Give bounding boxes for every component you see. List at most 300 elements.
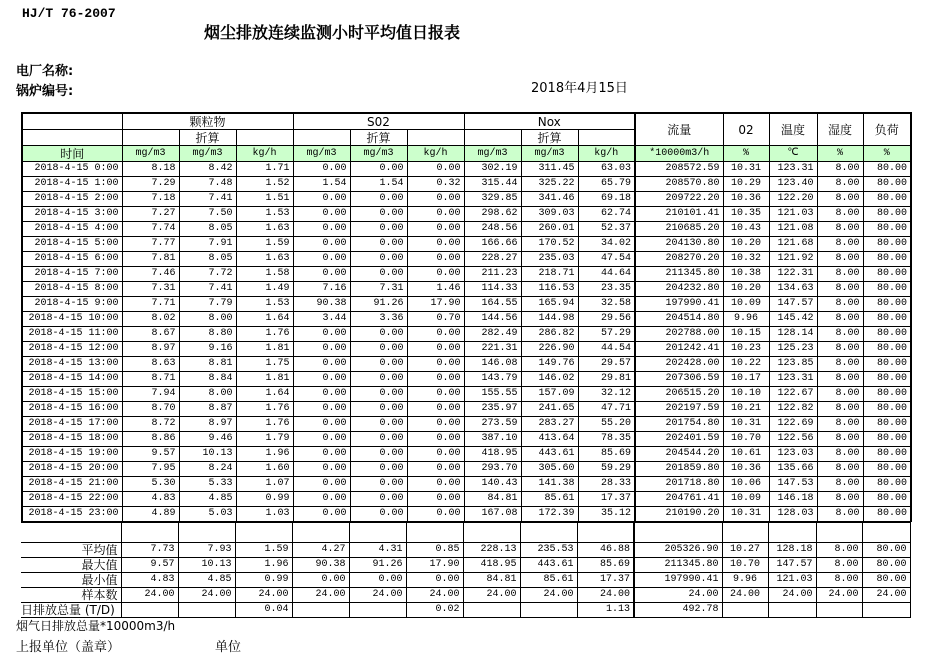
cell-value: 10.29 <box>723 177 769 192</box>
cell-time: 2018-4-15 9:00 <box>22 297 122 312</box>
cell-time: 2018-4-15 1:00 <box>22 177 122 192</box>
cell-value: 0.00 <box>293 357 350 372</box>
cell-value: 7.95 <box>122 462 179 477</box>
cell-value: 10.06 <box>723 477 769 492</box>
cell-value: 80.00 <box>863 237 911 252</box>
cell-value: 0.00 <box>407 507 464 522</box>
cell-value: 59.29 <box>578 462 635 477</box>
cell-value: 24.00 <box>292 588 349 603</box>
cell-value: 1.81 <box>236 342 293 357</box>
cell-value: 204232.80 <box>635 282 723 297</box>
cell-value: 0.70 <box>407 312 464 327</box>
cell-value: 8.00 <box>817 237 863 252</box>
cell-value: 1.53 <box>236 207 293 222</box>
cell-value: 78.35 <box>578 432 635 447</box>
cell-value: 121.92 <box>769 252 817 267</box>
cell-value: 10.35 <box>723 207 769 222</box>
cell-value: 80.00 <box>863 432 911 447</box>
unit-kgh: kg/h <box>578 146 635 162</box>
load-header-label: 负荷 <box>863 113 911 146</box>
cell-value: 202788.00 <box>635 327 723 342</box>
cell-value: 149.76 <box>521 357 578 372</box>
cell-value: 8.00 <box>817 462 863 477</box>
cell-value: 3.44 <box>293 312 350 327</box>
cell-value: 123.31 <box>769 372 817 387</box>
cell-value: 0.00 <box>350 492 407 507</box>
cell-value: 10.61 <box>723 447 769 462</box>
cell-value: 24.00 <box>178 588 235 603</box>
table-row <box>22 357 911 372</box>
cell-value: 1.76 <box>236 402 293 417</box>
cell-value: 29.81 <box>578 372 635 387</box>
cell-value: 1.51 <box>236 192 293 207</box>
header-row-groups <box>22 113 911 130</box>
cell-value: 80.00 <box>863 222 911 237</box>
cell-value: 235.97 <box>464 402 521 417</box>
cell-value: 1.76 <box>236 327 293 342</box>
cell-value: 7.71 <box>122 297 179 312</box>
cell-value: 0.00 <box>293 252 350 267</box>
boiler-no-label: 锅炉编号: <box>16 84 74 99</box>
group-nox-label: Nox <box>464 113 635 130</box>
cell-value: 172.39 <box>521 507 578 522</box>
cell-time: 2018-4-15 16:00 <box>22 402 122 417</box>
cell-value: 8.00 <box>817 312 863 327</box>
cell-value: 208270.20 <box>635 252 723 267</box>
cell-value: 121.68 <box>769 237 817 252</box>
cell-value: 128.03 <box>769 507 817 522</box>
cell-value: 85.61 <box>521 492 578 507</box>
cell-value: 8.00 <box>817 192 863 207</box>
cell-value: 1.49 <box>236 282 293 297</box>
cell-value: 80.00 <box>863 267 911 282</box>
cell-value: 8.84 <box>179 372 236 387</box>
cell-value <box>862 523 910 543</box>
cell-value: 0.00 <box>349 573 406 588</box>
cell-value: 7.81 <box>122 252 179 267</box>
cell-value: 0.00 <box>293 432 350 447</box>
cell-value <box>722 523 768 543</box>
cell-value: 443.61 <box>520 558 577 573</box>
cell-value: 0.00 <box>350 327 407 342</box>
flow-header-label: 流量 <box>635 113 723 146</box>
cell-value: 10.38 <box>723 267 769 282</box>
summary-row-label: 最大值 <box>21 558 121 573</box>
cell-value: 121.03 <box>768 573 816 588</box>
cell-value: 4.89 <box>122 507 179 522</box>
cell-time: 2018-4-15 7:00 <box>22 267 122 282</box>
cell-value <box>178 523 235 543</box>
unit-mgm3: mg/m3 <box>521 146 578 162</box>
cell-value: 8.05 <box>179 252 236 267</box>
cell-time: 2018-4-15 13:00 <box>22 357 122 372</box>
cell-value: 7.91 <box>179 237 236 252</box>
cell-value: 0.00 <box>293 507 350 522</box>
cell-value: 210685.20 <box>635 222 723 237</box>
cell-value: 80.00 <box>863 447 911 462</box>
cell-value: 7.16 <box>293 282 350 297</box>
cell-value: 0.00 <box>350 252 407 267</box>
cell-value: 201242.41 <box>635 342 723 357</box>
cell-time: 2018-4-15 22:00 <box>22 492 122 507</box>
cell-value: 122.31 <box>769 267 817 282</box>
cell-value: 5.30 <box>122 477 179 492</box>
cell-value: 8.00 <box>817 507 863 522</box>
cell-value: 315.44 <box>464 177 521 192</box>
cell-value: 10.13 <box>179 447 236 462</box>
table-row <box>22 282 911 297</box>
cell-value: 17.90 <box>407 297 464 312</box>
cell-value: 8.00 <box>817 417 863 432</box>
cell-time: 2018-4-15 12:00 <box>22 342 122 357</box>
unit-celsius: ℃ <box>769 146 817 162</box>
cell-value: 122.20 <box>769 192 817 207</box>
cell-value: 8.00 <box>817 207 863 222</box>
cell-value: 80.00 <box>862 558 910 573</box>
table-row <box>22 312 911 327</box>
cell-value: 10.15 <box>723 327 769 342</box>
cell-time: 2018-4-15 5:00 <box>22 237 122 252</box>
cell-value: 8.00 <box>817 432 863 447</box>
cell-value: 80.00 <box>863 162 911 177</box>
cell-value: 8.63 <box>122 357 179 372</box>
cell-value: 144.56 <box>464 312 521 327</box>
main-data-table <box>21 112 912 522</box>
cell-value: 24.00 <box>722 588 768 603</box>
cell-value: 8.00 <box>817 297 863 312</box>
cell-value: 302.19 <box>464 162 521 177</box>
unit-flow: *10000m3/h <box>635 146 723 162</box>
cell-value: 0.00 <box>407 357 464 372</box>
cell-value: 1.60 <box>236 462 293 477</box>
cell-value: 32.12 <box>578 387 635 402</box>
cell-value: 0.00 <box>350 237 407 252</box>
cell-value: 147.53 <box>769 477 817 492</box>
cell-value: 0.00 <box>350 477 407 492</box>
cell-value: 211.23 <box>464 267 521 282</box>
cell-value: 7.72 <box>179 267 236 282</box>
unit-mgm3: mg/m3 <box>464 146 521 162</box>
table-row <box>22 177 911 192</box>
cell-value: 286.82 <box>521 327 578 342</box>
cell-value: 123.31 <box>769 162 817 177</box>
cell-value: 9.96 <box>722 573 768 588</box>
cell-time: 2018-4-15 14:00 <box>22 372 122 387</box>
cell-value: 1.79 <box>236 432 293 447</box>
cell-value: 204761.41 <box>635 492 723 507</box>
header-blank-cell <box>22 130 122 146</box>
table-row <box>22 417 911 432</box>
unit-kgh: kg/h <box>236 146 293 162</box>
cell-time: 2018-4-15 21:00 <box>22 477 122 492</box>
cell-value: 7.74 <box>122 222 179 237</box>
cell-value <box>121 523 178 543</box>
cell-value: 0.00 <box>407 267 464 282</box>
summary-row <box>21 588 910 603</box>
cell-value: 144.98 <box>521 312 578 327</box>
cell-value: 0.85 <box>406 543 463 558</box>
cell-value: 0.00 <box>292 573 349 588</box>
cell-value: 0.00 <box>406 573 463 588</box>
cell-value: 8.00 <box>817 177 863 192</box>
cell-value: 7.93 <box>178 543 235 558</box>
cell-value: 7.73 <box>121 543 178 558</box>
cell-value: 24.00 <box>862 588 910 603</box>
summary-row <box>21 573 910 588</box>
cell-value: 0.99 <box>236 492 293 507</box>
cell-value: 24.00 <box>768 588 816 603</box>
cell-value: 121.03 <box>769 207 817 222</box>
cell-value: 10.43 <box>723 222 769 237</box>
cell-value: 52.37 <box>578 222 635 237</box>
cell-value: 492.78 <box>634 603 722 618</box>
cell-value: 122.56 <box>769 432 817 447</box>
cell-value: 0.00 <box>407 417 464 432</box>
cell-value <box>292 523 349 543</box>
header-blank-cell <box>122 130 179 146</box>
unit-percent: % <box>723 146 769 162</box>
header-blank-cell <box>236 130 293 146</box>
header-blank-cell <box>22 113 122 130</box>
cell-value: 24.00 <box>235 588 292 603</box>
table-row <box>22 372 911 387</box>
cell-value: 80.00 <box>863 252 911 267</box>
cell-value: 0.00 <box>293 417 350 432</box>
cell-value: 0.32 <box>407 177 464 192</box>
cell-value: 91.26 <box>350 297 407 312</box>
table-row <box>22 462 911 477</box>
cell-value <box>292 603 349 618</box>
cell-value: 241.65 <box>521 402 578 417</box>
cell-value: 1.75 <box>236 357 293 372</box>
cell-value: 7.41 <box>179 192 236 207</box>
cell-value: 10.10 <box>723 387 769 402</box>
cell-value: 166.66 <box>464 237 521 252</box>
table-row <box>22 432 911 447</box>
unit-label: 单位 <box>215 640 242 655</box>
table-row <box>22 327 911 342</box>
cell-value: 218.71 <box>521 267 578 282</box>
page-title: 烟尘排放连续监测小时平均值日报表 <box>204 23 461 42</box>
cell-value: 10.36 <box>723 192 769 207</box>
cell-value: 7.31 <box>122 282 179 297</box>
cell-value: 0.00 <box>407 372 464 387</box>
header-blank-cell <box>293 130 350 146</box>
cell-value: 80.00 <box>863 492 911 507</box>
cell-value: 8.72 <box>122 417 179 432</box>
o2-header-label: 02 <box>723 113 769 146</box>
cell-value: 0.00 <box>293 402 350 417</box>
cell-value: 80.00 <box>863 477 911 492</box>
cell-value: 35.12 <box>578 507 635 522</box>
cell-value: 248.56 <box>464 222 521 237</box>
cell-value: 0.00 <box>407 492 464 507</box>
cell-value: 209722.20 <box>635 192 723 207</box>
cell-value: 8.24 <box>179 462 236 477</box>
reporting-unit-label: 上报单位（盖章） <box>16 640 121 655</box>
cell-value: 309.03 <box>521 207 578 222</box>
cell-value: 141.38 <box>521 477 578 492</box>
cell-value: 1.59 <box>236 237 293 252</box>
cell-value: 10.22 <box>723 357 769 372</box>
cell-value: 8.00 <box>179 387 236 402</box>
cell-value: 146.02 <box>521 372 578 387</box>
cell-value: 0.00 <box>407 252 464 267</box>
cell-value <box>463 603 520 618</box>
cell-value: 0.99 <box>235 573 292 588</box>
cell-value <box>463 523 520 543</box>
cell-value: 4.83 <box>121 573 178 588</box>
cell-value: 273.59 <box>464 417 521 432</box>
cell-value: 201718.80 <box>635 477 723 492</box>
cell-value: 8.00 <box>817 387 863 402</box>
table-row <box>22 477 911 492</box>
cell-value: 0.00 <box>350 192 407 207</box>
cell-value: 0.00 <box>407 477 464 492</box>
cell-value: 8.81 <box>179 357 236 372</box>
cell-value: 1.54 <box>293 177 350 192</box>
humidity-header-label: 湿度 <box>817 113 863 146</box>
cell-value: 8.00 <box>817 327 863 342</box>
cell-value: 197990.41 <box>634 573 722 588</box>
cell-value: 202401.59 <box>635 432 723 447</box>
time-column-label: 时间 <box>22 146 122 162</box>
cell-value: 29.57 <box>578 357 635 372</box>
cell-value: 226.90 <box>521 342 578 357</box>
cell-value: 0.00 <box>350 387 407 402</box>
cell-value: 221.31 <box>464 342 521 357</box>
cell-value: 10.31 <box>723 507 769 522</box>
cell-time: 2018-4-15 10:00 <box>22 312 122 327</box>
cell-value: 0.00 <box>350 447 407 462</box>
cell-value: 10.31 <box>723 162 769 177</box>
cell-value: 8.00 <box>179 312 236 327</box>
cell-value: 57.29 <box>578 327 635 342</box>
cell-value: 1.13 <box>577 603 634 618</box>
cell-value: 91.26 <box>349 558 406 573</box>
cell-value <box>520 523 577 543</box>
cell-value: 8.18 <box>122 162 179 177</box>
cell-time: 2018-4-15 15:00 <box>22 387 122 402</box>
cell-value: 8.70 <box>122 402 179 417</box>
cell-value: 10.09 <box>723 492 769 507</box>
cell-value: 10.27 <box>722 543 768 558</box>
cell-value: 8.87 <box>179 402 236 417</box>
cell-value: 10.09 <box>723 297 769 312</box>
table-row <box>22 252 911 267</box>
cell-value: 210101.41 <box>635 207 723 222</box>
cell-value: 305.60 <box>521 462 578 477</box>
cell-value: 80.00 <box>863 207 911 222</box>
cell-value: 0.00 <box>293 477 350 492</box>
cell-value: 298.62 <box>464 207 521 222</box>
cell-value: 0.00 <box>407 402 464 417</box>
cell-value: 0.00 <box>407 207 464 222</box>
cell-value: 125.23 <box>769 342 817 357</box>
cell-value: 8.00 <box>817 162 863 177</box>
cell-value: 128.18 <box>768 543 816 558</box>
cell-value: 80.00 <box>863 417 911 432</box>
cell-value: 34.02 <box>578 237 635 252</box>
cell-value: 24.00 <box>406 588 463 603</box>
unit-mgm3: mg/m3 <box>122 146 179 162</box>
cell-value <box>722 603 768 618</box>
cell-value: 164.55 <box>464 297 521 312</box>
cell-value: 325.22 <box>521 177 578 192</box>
summary-row <box>21 543 910 558</box>
cell-value: 293.70 <box>464 462 521 477</box>
cell-value <box>768 603 816 618</box>
cell-value: 8.00 <box>817 447 863 462</box>
unit-mgm3: mg/m3 <box>179 146 236 162</box>
cell-value: 122.67 <box>769 387 817 402</box>
cell-value: 23.35 <box>578 282 635 297</box>
cell-value: 55.20 <box>578 417 635 432</box>
cell-value: 10.70 <box>722 558 768 573</box>
cell-value: 1.46 <box>407 282 464 297</box>
flue-gas-total-note: 烟气日排放总量*10000m3/h <box>16 619 176 633</box>
cell-value: 80.00 <box>863 192 911 207</box>
summary-row-label: 平均值 <box>21 543 121 558</box>
cell-value <box>121 603 178 618</box>
table-row <box>22 387 911 402</box>
cell-value: 17.37 <box>578 492 635 507</box>
plant-name-label: 电厂名称: <box>16 64 74 79</box>
cell-value: 7.79 <box>179 297 236 312</box>
cell-value: 8.67 <box>122 327 179 342</box>
cell-value: 0.00 <box>350 402 407 417</box>
cell-value: 0.02 <box>406 603 463 618</box>
cell-time: 2018-4-15 19:00 <box>22 447 122 462</box>
cell-value: 121.08 <box>769 222 817 237</box>
summary-row-label: 最小值 <box>21 573 121 588</box>
cell-value: 84.81 <box>463 573 520 588</box>
converted-label: 折算 <box>350 130 407 146</box>
cell-value: 24.00 <box>349 588 406 603</box>
cell-value <box>235 523 292 543</box>
cell-value: 1.63 <box>236 252 293 267</box>
cell-value <box>520 603 577 618</box>
cell-value: 0.00 <box>293 372 350 387</box>
cell-value: 228.13 <box>463 543 520 558</box>
cell-value: 44.54 <box>578 342 635 357</box>
cell-time: 2018-4-15 17:00 <box>22 417 122 432</box>
cell-value: 283.27 <box>521 417 578 432</box>
cell-value: 1.64 <box>236 312 293 327</box>
cell-value: 167.08 <box>464 507 521 522</box>
temperature-header-label: 温度 <box>769 113 817 146</box>
table-row <box>22 162 911 177</box>
cell-value: 1.03 <box>236 507 293 522</box>
cell-value: 0.00 <box>350 462 407 477</box>
table-row <box>22 267 911 282</box>
cell-value: 8.80 <box>179 327 236 342</box>
cell-value: 0.00 <box>293 207 350 222</box>
cell-value: 7.31 <box>350 282 407 297</box>
cell-value: 90.38 <box>292 558 349 573</box>
cell-value: 1.76 <box>236 417 293 432</box>
cell-value: 140.43 <box>464 477 521 492</box>
cell-value: 205326.90 <box>634 543 722 558</box>
cell-value: 24.00 <box>577 588 634 603</box>
cell-value: 0.00 <box>407 387 464 402</box>
group-so2-label: S02 <box>293 113 464 130</box>
report-date: 2018年4月15日 <box>531 81 628 96</box>
cell-value: 8.00 <box>817 222 863 237</box>
cell-value: 80.00 <box>863 372 911 387</box>
table-row <box>22 297 911 312</box>
cell-value: 1.58 <box>236 267 293 282</box>
